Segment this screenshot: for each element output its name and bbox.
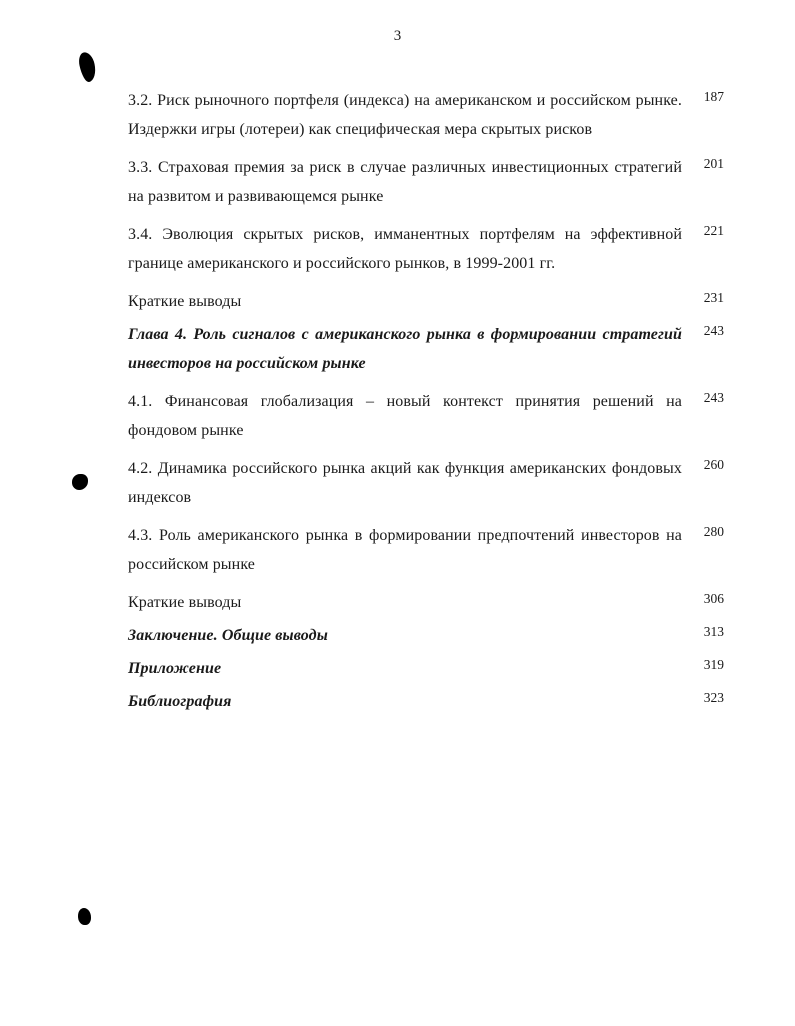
toc-chapter-title: Глава 4. Роль сигналов с американского рынка в формировании стратегий инвесторов на российском рынке: [128, 326, 682, 372]
toc-entry-title: 4.3. Роль американского рынка в формировании предпочтений инвесторов на российском рынке: [128, 527, 682, 573]
ink-blot-mark: [78, 908, 91, 925]
toc-entry-summary-ch4[interactable]: [128, 588, 724, 617]
toc-entry-title: Заключение. Общие выводы: [128, 627, 328, 644]
toc-entry-appendix[interactable]: [128, 654, 724, 683]
toc-entry-title: 3.3. Страховая премия за риск в случае различных инвестиционных стратегий на развитом и развивающемся рынке: [128, 159, 682, 205]
toc-entry-title: Приложение: [128, 660, 222, 677]
toc-entry-title: 4.2. Динамика российского рынка акций как функция американских фондовых индексов: [128, 460, 682, 506]
toc-entry-page: 280: [703, 524, 724, 539]
toc-entry-title: 3.2. Риск рыночного портфеля (индекса) на американском и российском рынке. Издержки игры (лотереи) как специфическая мера скрытых рисков: [128, 92, 682, 138]
toc-entry-title: Краткие выводы: [128, 594, 242, 611]
toc-entry-page: 243: [703, 390, 724, 405]
toc-entry-title: Краткие выводы: [128, 293, 242, 310]
toc-entry-summary-ch3[interactable]: [128, 287, 724, 316]
toc-entry-page: 187: [703, 89, 724, 104]
toc-entry-4-1[interactable]: [128, 387, 724, 445]
table-of-contents: [128, 86, 724, 720]
toc-entry-4-2[interactable]: [128, 454, 724, 512]
toc-entry-page: 201: [703, 156, 724, 171]
ink-blot-mark: [77, 51, 98, 83]
toc-entry-page: 221: [703, 223, 724, 238]
toc-entry-page: 323: [703, 690, 724, 705]
toc-entry-page: 319: [703, 657, 724, 672]
toc-entry-title: 4.1. Финансовая глобализация – новый контекст принятия решений на фондовом рынке: [128, 393, 682, 439]
toc-entry-4-3[interactable]: [128, 521, 724, 579]
toc-entry-3-4[interactable]: [128, 220, 724, 278]
toc-entry-3-3[interactable]: [128, 153, 724, 211]
toc-entry-page: 306: [703, 591, 724, 606]
toc-entry-page: 231: [703, 290, 724, 305]
toc-entry-conclusion[interactable]: [128, 621, 724, 650]
toc-entry-title: 3.4. Эволюция скрытых рисков, имманентных портфелям на эффективной границе американского и российского рынков, в 1999-2001 гг.: [128, 226, 682, 272]
toc-entry-3-2[interactable]: [128, 86, 724, 144]
toc-entry-page: 260: [703, 457, 724, 472]
page-number: 3: [393, 28, 402, 44]
ink-blot-mark: [72, 474, 88, 490]
toc-entry-bibliography[interactable]: [128, 687, 724, 716]
toc-entry-page: 243: [703, 323, 724, 338]
toc-entry-page: 313: [703, 624, 724, 639]
toc-entry-chapter-4[interactable]: [128, 320, 724, 378]
toc-entry-title: Библиография: [128, 693, 232, 710]
